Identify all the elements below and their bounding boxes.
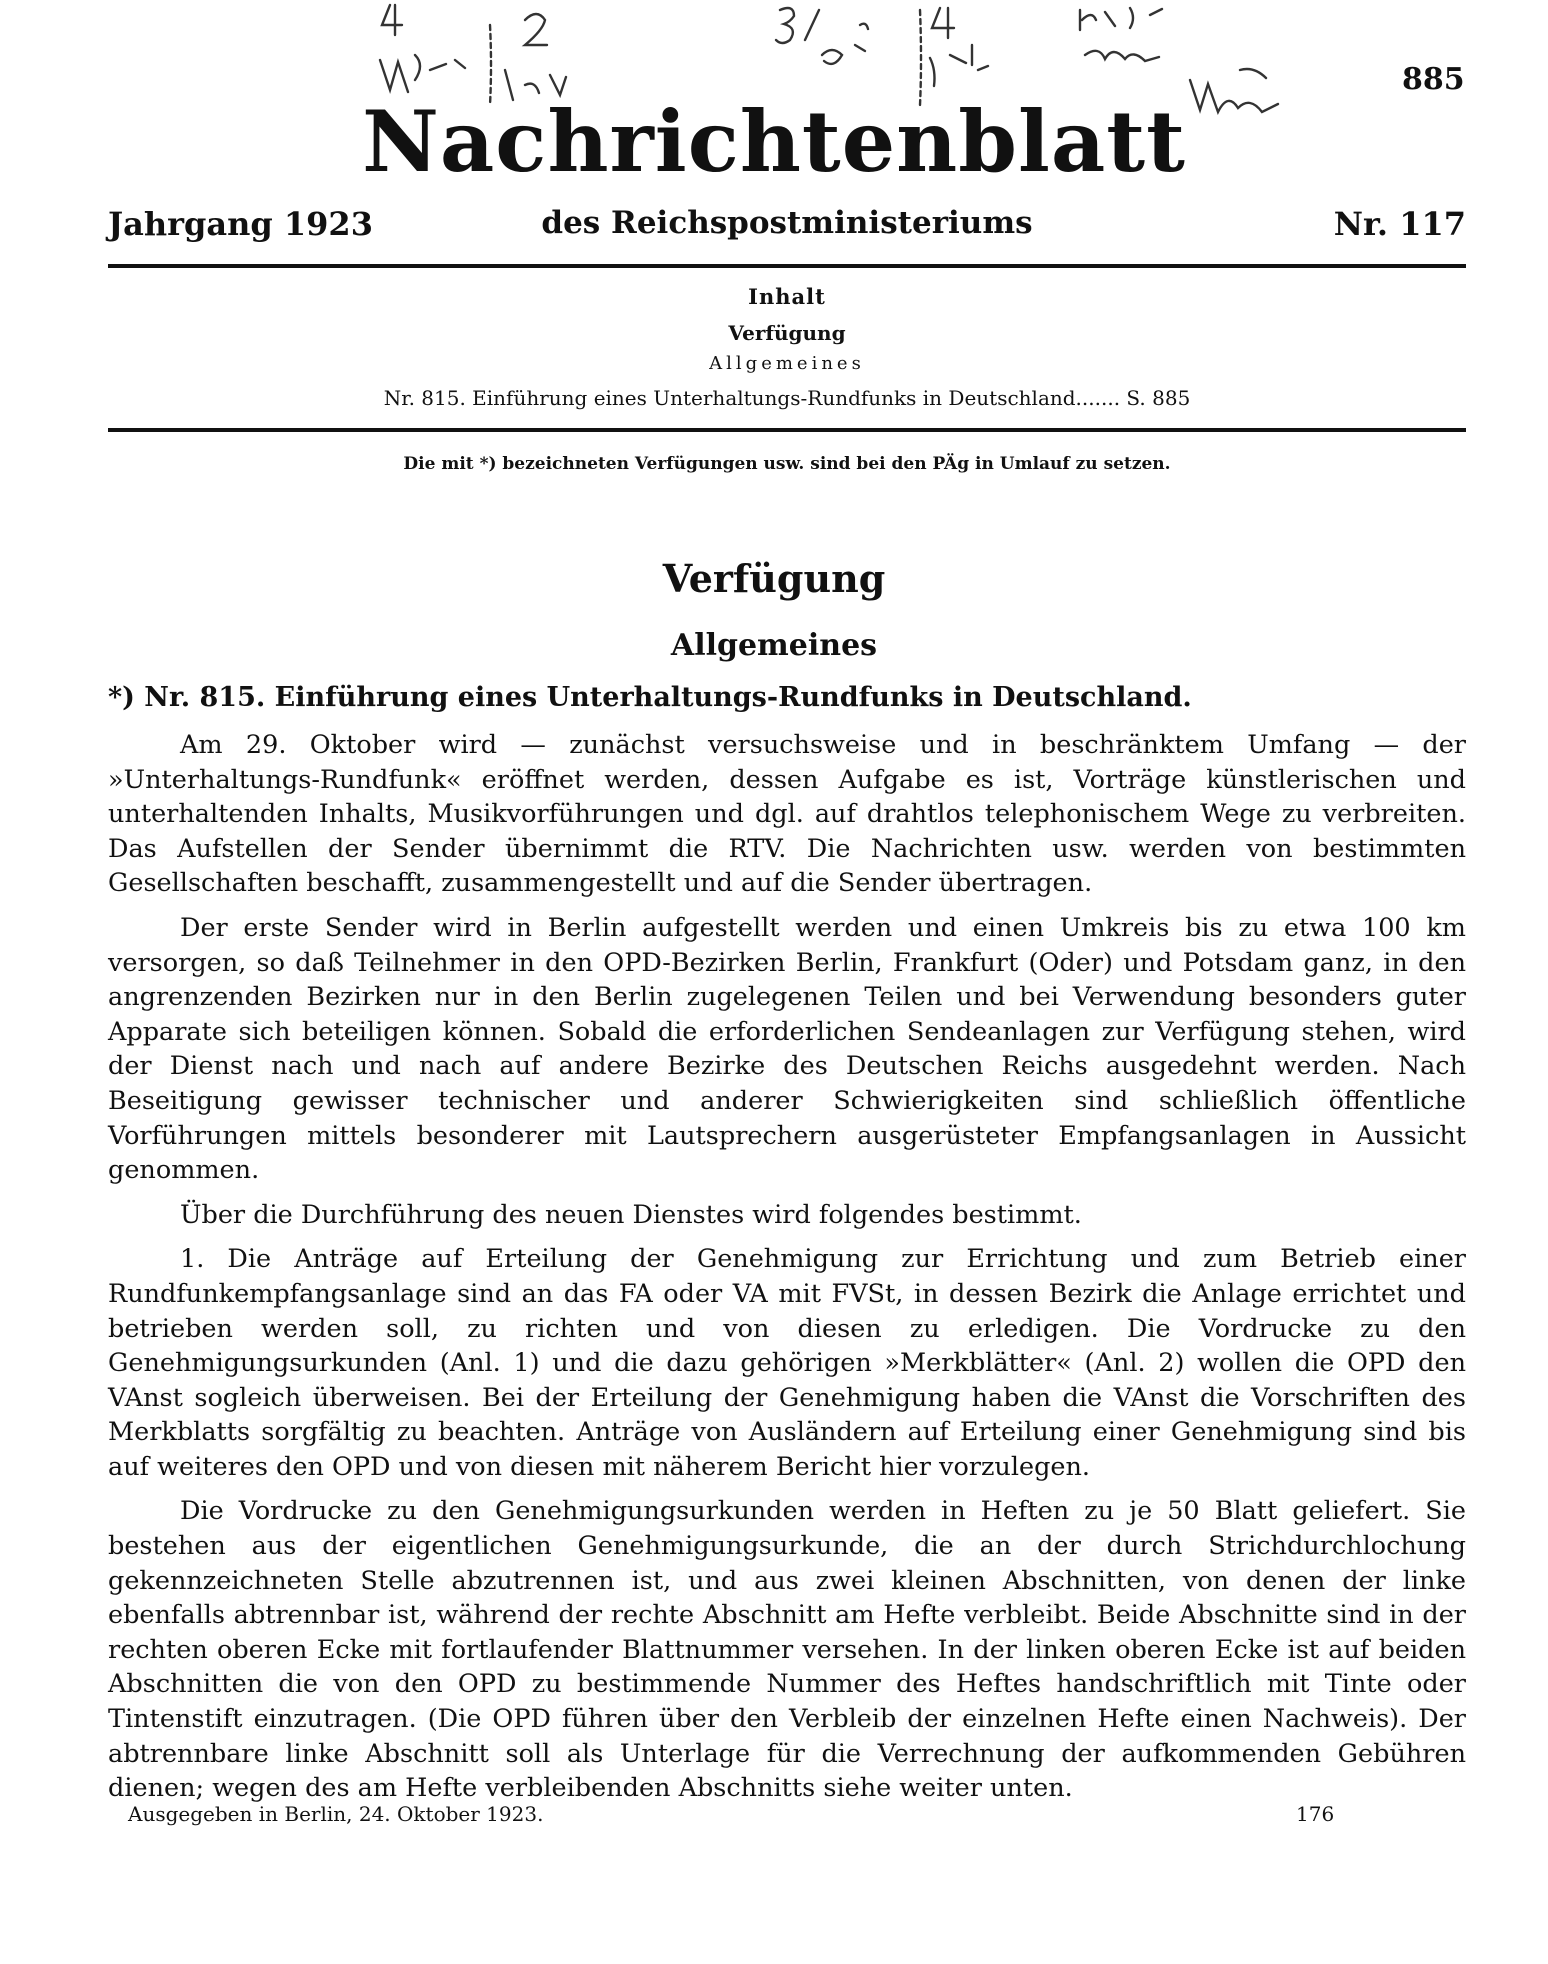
body-text bbox=[108, 728, 1466, 1816]
toc-section: Verfügung bbox=[728, 321, 846, 345]
issue-number: Nr. 117 bbox=[1333, 205, 1466, 243]
masthead-title: Nachrichtenblatt bbox=[362, 92, 1186, 191]
circulation-notice: Die mit *) bezeichneten Verfügungen usw. sind bei den PÄg in Umlauf zu setzen. bbox=[403, 454, 1171, 474]
page-number: 885 bbox=[1402, 62, 1465, 97]
paragraph: Am 29. Oktober wird — zunächst versuchsweise und in beschränktem Umfang — der »Unterhaltungs-Rundfunk« eröffnet werden, dessen Aufgabe es ist, Vorträge künstlerischen und unterhaltenden Inhalts, Musikvorführungen und dgl. auf drahtlos telephonischem Wege zu verbreiten. Das Aufstellen der Sender übernimmt die RTV. Die Nachrichten usw. werden von bestimmten Gesellschaften beschafft, zusammengestellt und auf die Sender übertragen. bbox=[108, 730, 1466, 899]
main-heading: Verfügung bbox=[662, 556, 886, 601]
toc-subsection: Allgemeines bbox=[709, 353, 865, 374]
sub-heading: Allgemeines bbox=[670, 628, 878, 663]
volume-year: Jahrgang 1923 bbox=[108, 205, 373, 243]
entry-title: *) Nr. 815. Einführung eines Unterhaltungs-Rundfunks in Deutschland. bbox=[108, 682, 1192, 713]
ministry-name: des Reichspostministeriums bbox=[541, 205, 1033, 241]
table-of-contents bbox=[108, 284, 1466, 410]
paragraph: Über die Durchführung des neuen Dienstes wird folgendes bestimmt. bbox=[180, 1199, 1082, 1230]
header-rule bbox=[108, 264, 1466, 268]
issue-date: Ausgegeben in Berlin, 24. Oktober 1923. bbox=[128, 1802, 544, 1826]
paragraph: 1. Die Anträge auf Erteilung der Genehmigung zur Errichtung und zum Betrieb einer Rundfunkempfangsanlage sind an das FA oder VA mit FVSt, in dessen Bezirk die Anlage errichtet und betrieben werden soll, zu richten und von diesen zu erledigen. Die Vordrucke zu den Genehmigungsurkunden (Anl. 1) und die dazu gehörigen »Merkblätter« (Anl. 2) wollen die OPD den VAnst sogleich überweisen. Bei der Erteilung der Genehmigung haben die VAnst die Vorschriften des Merkblatts sorgfältig zu beachten. Anträge von Ausländern auf Erteilung einer Genehmigung sind bis auf weiteres den OPD und von diesen mit näherem Bericht hier vorzulegen. bbox=[108, 1244, 1466, 1482]
paragraph: Die Vordrucke zu den Genehmigungsurkunden werden in Heften zu je 50 Blatt geliefert. Sie bestehen aus der eigentlichen Genehmigungsurkunde, die an der durch Strichdurchlochung gekennzeichneten Stelle abzutrennen ist, und aus zwei kleinen Abschnitten, von denen der linke ebenfalls abtrennbar ist, während der rechte Abschnitt am Hefte verbleibt. Beide Abschnitte sind in der rechten oberen Ecke mit fortlaufender Blattnummer versehen. In der linken oberen Ecke ist auf beiden Abschnitten die von den OPD zu bestimmende Nummer des Heftes handschriftlich mit Tinte oder Tintenstift einzutragen. (Die OPD führen über den Verbleib der einzelnen Hefte einen Nachweis). Der abtrennbare linke Abschnitt soll als Unterlage für die Verrechnung der aufkommenden Gebühren dienen; wegen des am Hefte verbleibenden Abschnitts siehe weiter unten. bbox=[108, 1496, 1466, 1804]
sheet-number: 176 bbox=[1296, 1802, 1335, 1826]
subheader bbox=[108, 205, 1466, 255]
paragraph: Der erste Sender wird in Berlin aufgestellt werden und einen Umkreis bis zu etwa 100 km versorgen, so daß Teilnehmer in den OPD-Bezirken Berlin, Frankfurt (Oder) und Potsdam ganz, in den angrenzenden Bezirken nur in den Berlin zugelegenen Teilen und bei Verwendung besonders guter Apparate sich beteiligen können. Sobald die erforderlichen Sendeanlagen zur Verfügung stehen, wird der Dienst nach und nach auf andere Bezirke des Deutschen Reichs ausgedehnt werden. Nach Beseitigung gewisser technischer und anderer Schwierigkeiten sind schließlich öffentliche Vorführungen mittels besonderer mit Lautsprechern ausgerüsteter Empfangsanlagen in Aussicht genommen. bbox=[108, 912, 1466, 1186]
footer bbox=[128, 1802, 1335, 1826]
toc-entry: Nr. 815. Einführung eines Unterhaltungs-Rundfunks in Deutschland....... S. 885 bbox=[383, 386, 1191, 410]
contents-rule bbox=[108, 428, 1466, 432]
toc-heading: Inhalt bbox=[748, 284, 826, 309]
